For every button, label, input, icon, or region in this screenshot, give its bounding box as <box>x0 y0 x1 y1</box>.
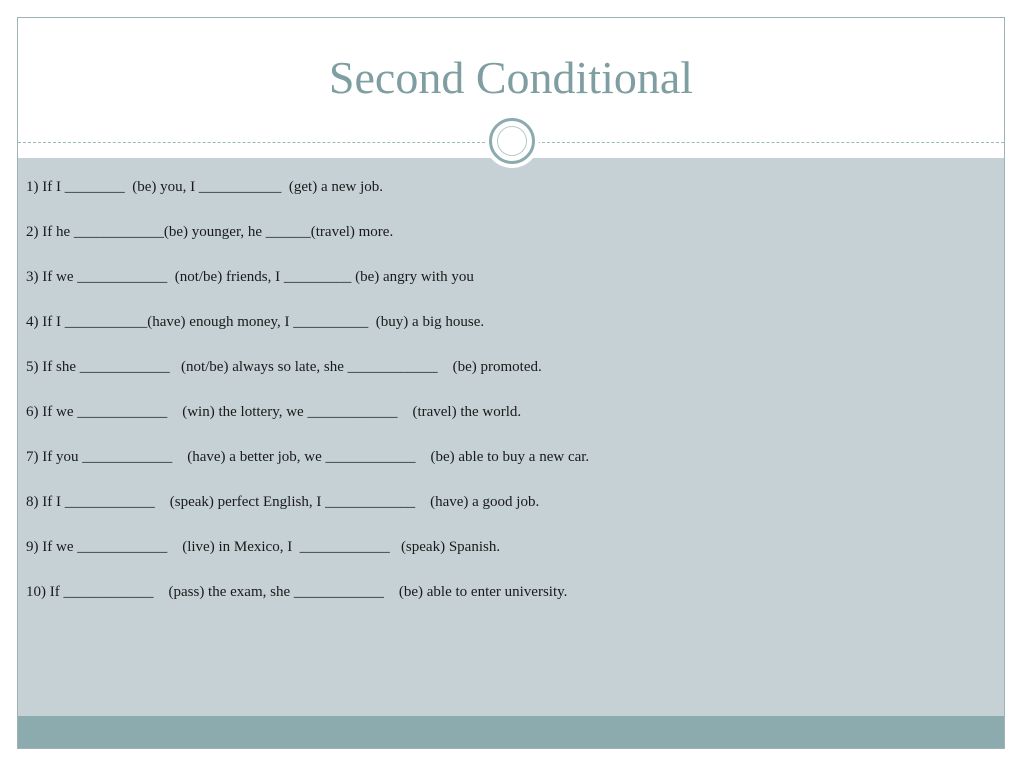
exercise-item: 8) If I ____________ (speak) perfect English, I ____________ (have) a good job. <box>26 494 540 510</box>
exercise-item: 1) If I ________ (be) you, I ___________ (get) a new job. <box>26 179 384 195</box>
exercise-list <box>26 174 589 624</box>
circle-ornament-icon <box>485 114 539 168</box>
exercise-item: 10) If ____________ (pass) the exam, she ____________ (be) able to enter university. <box>26 584 568 600</box>
exercise-item: 2) If he ____________(be) younger, he ______(travel) more. <box>26 224 394 240</box>
exercise-item: 9) If we ____________ (live) in Mexico, I ____________ (speak) Spanish. <box>26 539 501 555</box>
circle-inner <box>497 126 527 156</box>
exercise-item: 3) If we ____________ (not/be) friends, I _________ (be) angry with you <box>26 269 474 285</box>
exercise-item: 4) If I ___________(have) enough money, I __________ (buy) a big house. <box>26 314 485 330</box>
exercise-item: 7) If you ____________ (have) a better job, we ____________ (be) able to buy a new car. <box>26 449 590 465</box>
slide-title: Second Conditional <box>328 52 694 103</box>
circle-ring <box>489 118 535 164</box>
footer-bar <box>18 716 1004 749</box>
exercise-item: 6) If we ____________ (win) the lottery, we ____________ (travel) the world. <box>26 404 522 420</box>
exercise-item: 5) If she ____________ (not/be) always so late, she ____________ (be) promoted. <box>26 359 542 375</box>
